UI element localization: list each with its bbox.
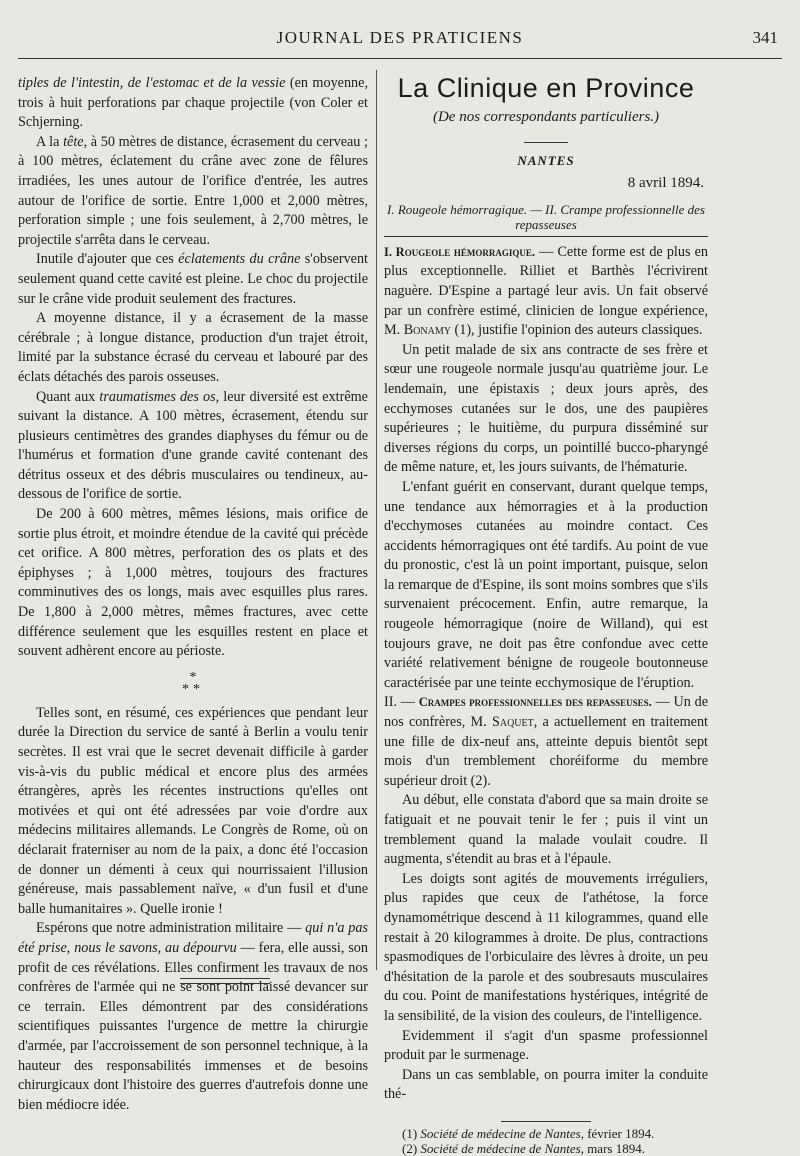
journal-title: JOURNAL DES PRATICIENS bbox=[276, 28, 524, 47]
right-paragraph-3: L'enfant guérit en conservant, durant quelque temps, une tendance aux hémorragies et à la production d'ecchymoses cutanées au moindre contact. Ces accidents hémorragiques ont été tardifs. Au point de vue du pronostic, c'est là un point important, puisque, selon la remarque de d'Espine, ils sont moins sombres que s'ils survenaient précocement. Enfin, autre remarque, la rougeole hémorragique (noire de Willand), qui est toujours grave, ne doit pas être confondue avec cette variété relativement bénigne de rougeole boutonneuse caractérisée par une teinte ecchymosique de l'éruption. bbox=[384, 478, 708, 691]
left-p3-text-a: Inutile d'ajouter que ces bbox=[36, 251, 179, 268]
left-p8-text-b: — fera, elle aussi, son profit de ces révélations. Elles confirment les travaux de nos confrères de l'armée qui ne se sont point laissé devancer sur ce terrain. Elles démontrent par des considérations scientifiques puissantes l'urgence de mettre la chirurgie d'armée, par l'accroissement de son personnel technique, à la hauteur des responsabilités immenses et de besoins chirurgicaux dont l'histoire des guerres d'autrefois donne une bien médiocre idée. bbox=[18, 939, 368, 1113]
right-paragraph-4 bbox=[384, 693, 708, 791]
right-paragraph-6: Les doigts sont agités de mouvements irréguliers, plus rapides que ceux de l'athétose, la force dynamométrique descend à 11 kilogrammes, quand elle restait à 20 kilogrammes à droite. De plus, contractions spasmodiques de l'orbiculaire des lèvres à droite, un peu d'hésitation de la parole et des soubresauts musculaires du cou. Point de manifestations hystériques, intégrité de la sensibilité, de la vision des couleurs, de l'intelligence. bbox=[384, 870, 708, 1024]
title-rule bbox=[524, 142, 568, 143]
left-p2-text-a: A la bbox=[36, 133, 64, 150]
left-p5-text-a: Quant aux bbox=[36, 388, 100, 405]
left-paragraph-7: Telles sont, en résumé, ces expériences que pendant leur durée la Direction du service de santé à Berlin a voulu tenir secrètes. Il est vrai que le secret devenait difficile à garder vis-à-vis du public médical et encore plus des armées étrangères, après les récentes instructions qu'elles ont motivées et qui ont été adressées par voie d'ordre aux médecins militaires allemands. Le Congrès de Rome, où on déclarait fraterniser au nom de la paix, a donc été l'occasion de donner un démenti à ceux qui nourrissaient l'illusion généreuse, mais passablement naïve, « d'un fusil et d'une balle humanitaires ». Quelle ironie ! bbox=[18, 704, 368, 917]
right-paragraph-7: Evidemment il s'agit d'un spasme professionnel produit par le surmenage. bbox=[384, 1027, 708, 1064]
right-column bbox=[384, 74, 708, 1156]
asterism-top: * bbox=[189, 669, 197, 685]
right-p4-text-b: , a actuellement en traitement une fille de dix-neuf ans, atteinte depuis bientôt sept mois d'un tremblement choréiforme du membre supérieur droit (2). bbox=[384, 714, 708, 789]
left-p3-text-b: s'observent seulement quand cette cavité est pleine. Le choc du projectile sur le crâne vide produit seulement des fractures. bbox=[18, 251, 368, 307]
right-p1-text-b: (1), justifie l'opinion des auteurs classiques. bbox=[450, 322, 703, 339]
footnote-2-source: Société de médecine de Nantes, bbox=[420, 1140, 584, 1156]
asterism-bottom: ** bbox=[182, 681, 204, 697]
footnote-1 bbox=[384, 1126, 708, 1141]
rubric-1-heading: I. Rougeole hémorragique. bbox=[384, 244, 536, 259]
footnote-rule bbox=[501, 1121, 591, 1122]
right-paragraph-5: Au début, elle constata d'abord que sa main droite se fatiguait et ne pouvait tenir le fer ; puis il vint un tremblement quand la malade voulait coudre. Il augmenta, s'étendit au bras et à l'épaule. bbox=[384, 792, 708, 868]
left-p2-text-b: , à 50 mètres de distance, écrasement du cerveau ; à 100 mètres, éclatement du crâne avec zone de fêlures irradiées, les unes autour de l'orifice d'entrée, les autres autour de l'orifice de sortie. Entre 1,000 et 2,000 mètres, perforation simple ; une fois seulement, à 2,700 mètres, le projectile s'arrêta dans le cerveau. bbox=[18, 133, 369, 248]
left-p1-italic: tiples de l'intestin, de l'estomac et de la vessie bbox=[18, 75, 286, 91]
footnote-1-date: février 1894. bbox=[583, 1125, 655, 1141]
right-paragraph-2: Un petit malade de six ans contracte de ses frère et sœur une rougeole normale jusqu'au quatrième jour. Le lendemain, une épistaxis ; deux jours après, des ecchymoses cutanées sur le dos, une des paupières supérieures ; le huitième, du purpura disséminé sur diverses régions du corps, un pointillé bucco-pharyngé de même nature, et, les jours suivants, de l'hématurie. bbox=[384, 341, 708, 476]
column-divider bbox=[376, 70, 377, 970]
end-rule bbox=[180, 978, 270, 984]
left-paragraph-5 bbox=[18, 388, 368, 506]
page-number: 341 bbox=[752, 28, 778, 47]
running-header bbox=[18, 22, 782, 59]
left-paragraph-2 bbox=[18, 133, 368, 251]
left-p2-italic: tête bbox=[63, 133, 84, 150]
right-p1-text-a: — Cette forme est de plus en plus exceptionnelle. Rilliet et Barthès l'écrivirent naguère. D'Espine a partagé leur avis. Un fait observé par un confrère estimé, clinicien de longue expérience, M. bbox=[384, 243, 708, 339]
left-p8-italic: qui n'a pas été prise, nous le savons, au dépourvu bbox=[18, 920, 369, 956]
left-p1-text: (en moyenne, trois à huit perforations par chaque projectile (von Coler et Schjerning. bbox=[18, 75, 368, 131]
footnote-2-date: mars 1894. bbox=[583, 1140, 645, 1156]
section-title: La Clinique en Province bbox=[397, 73, 695, 103]
author-name-bonamy: Bonamy bbox=[403, 322, 451, 339]
left-paragraph-4: A moyenne distance, il y a écrasement de la masse cérébrale ; à longue distance, production d'un trajet étroit, limité par la substance écrasé du cerveau et labouré par des éclats détachés des parois osseuses. bbox=[18, 310, 368, 385]
right-paragraph-8: Dans un cas semblable, on pourra imiter la conduite thé- bbox=[384, 1066, 708, 1103]
left-paragraph-1 bbox=[18, 74, 368, 133]
rubric-2-heading: Crampes professionnelles des repasseuses. bbox=[418, 695, 652, 710]
author-name-saquet: Saquet bbox=[491, 714, 534, 731]
footnote-2 bbox=[384, 1141, 708, 1156]
footnote-1-number: (1) bbox=[402, 1125, 421, 1141]
right-p4-text-a: — Un de nos confrères, M. bbox=[384, 694, 709, 731]
left-paragraph-8 bbox=[18, 919, 368, 1115]
rubric-2-number: II. — bbox=[384, 694, 419, 711]
left-paragraph-3 bbox=[18, 250, 368, 309]
left-p5-italic: traumatismes des os, bbox=[99, 388, 220, 405]
dateline: 8 avril 1894. bbox=[627, 175, 704, 192]
asterism bbox=[18, 669, 368, 697]
right-paragraph-1 bbox=[384, 243, 708, 341]
city-heading: NANTES bbox=[517, 152, 575, 168]
left-p8-text-a: Espérons que notre administration militaire — bbox=[36, 920, 306, 937]
section-subtitle: (De nos correspondants particuliers.) bbox=[432, 109, 660, 125]
footnote-2-number: (2) bbox=[402, 1140, 421, 1156]
left-column bbox=[18, 74, 368, 1115]
left-p5-text-b: leur diversité est extrême suivant la distance. A 100 mètres, écrasement, étendu sur plusieurs centimètres des grandes diaphyses du fémur ou de l'humérus et formation d'une grande cavité contenant des détritus osseux et des débris musculaires ou tendineux, au-dessous de l'orifice de sortie. bbox=[18, 388, 368, 503]
left-paragraph-6: De 200 à 600 mètres, mêmes lésions, mais orifice de sortie plus étroit, et moindre étendue de la cavité qui précède cet orifice. A 800 mètres, perforation des os plats et des épiphyses ; à 1,000 mètres, toujours des fractures comminutives des os longs, mais avec esquilles plus rares. De 1,800 à 2,000 mètres, mêmes fractures, avec cette différence seulement que les esquilles restent en place et souvent adhèrent encore au périoste. bbox=[18, 506, 368, 660]
article-summary: I. Rougeole hémorragique. — II. Crampe professionnelle des repasseuses bbox=[384, 202, 708, 237]
footnote-1-source: Société de médecine de Nantes, bbox=[420, 1125, 584, 1141]
left-p3-italic: éclatements du crâne bbox=[178, 251, 301, 268]
